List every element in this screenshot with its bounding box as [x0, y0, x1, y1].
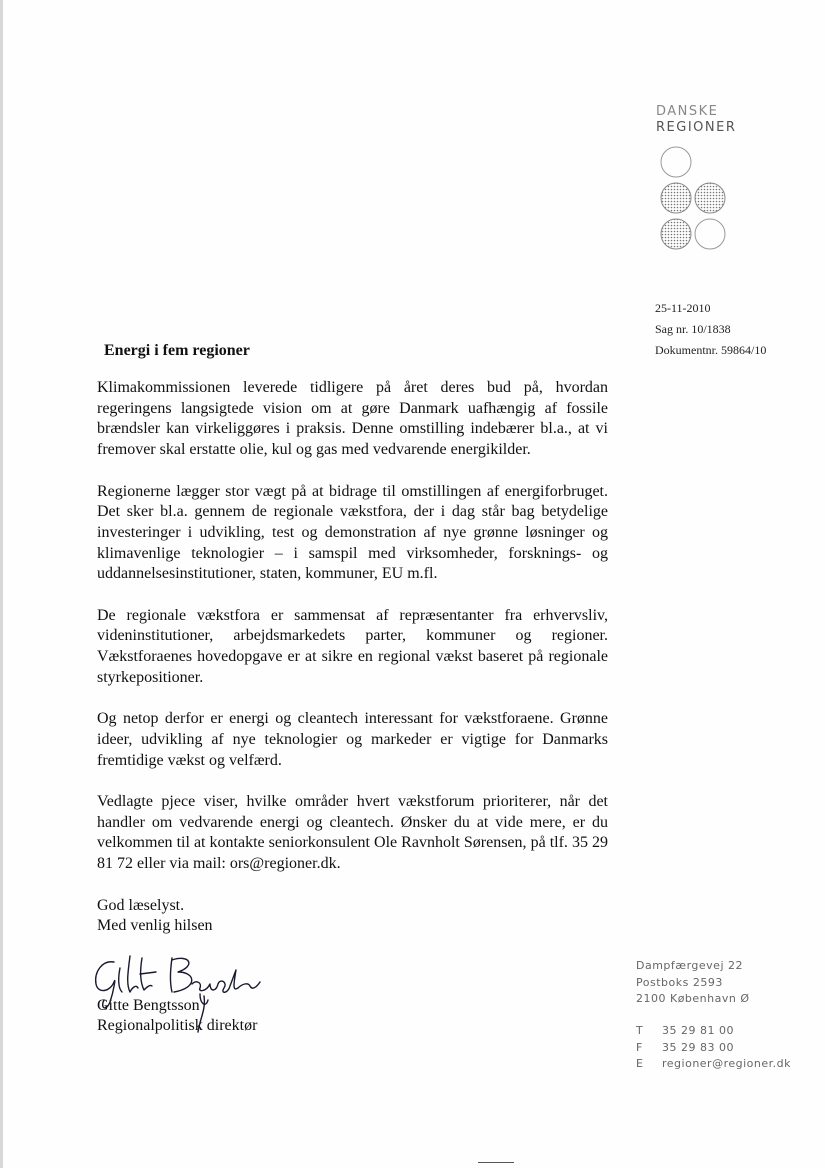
contact-phone	[636, 1023, 791, 1040]
email-address: regioner@regioner.dk	[662, 1057, 791, 1070]
closing-salutation: Med venlig hilsen	[97, 917, 213, 934]
letter-date: 25-11-2010	[655, 301, 711, 315]
paragraph-1: Klimakommissionen leverede tidligere på året deres bud på, hvordan regeringens langsigtede vision om at gøre Danmark uafhængig af fossile brændsler kan virkeliggøres i praksis. Denne omstilling indebærer bl.a., at vi fremover skal erstatte olie, kul og gas med vedvarende energikilder.	[97, 379, 608, 459]
logo-line-2: REGIONER	[656, 120, 737, 135]
letter-title: Energi i fem regioner	[104, 342, 250, 359]
organization-address	[636, 958, 750, 1008]
phone-label: T	[636, 1024, 644, 1037]
paragraph-3: De regionale vækstfora er sammensat af repræsentanter fra erhvervsliv, videninstitutioner, arbejdsmarkedets parter, kommuner og regioner. Vækstforaenes hovedopgave er at sikre en regional vækst baseret på regionale styrkepositioner.	[97, 606, 608, 686]
letter-body	[97, 378, 608, 937]
organization-logo-text	[656, 104, 736, 136]
phone-number: 35 29 81 00	[662, 1024, 734, 1037]
fax-number: 35 29 83 00	[662, 1040, 734, 1054]
paragraph-6: God læselyst.	[97, 896, 185, 914]
fax-label: F	[636, 1040, 643, 1054]
paragraph-4: Og netop derfor er energi og cleantech interessant for vækstforaene. Grønne ideer, udvikling af nye teknologier og markeder er vigtige for Danmarks fremtidige vækst og velfærd.	[97, 710, 608, 769]
email-label: E	[636, 1057, 644, 1070]
signer-title: Regionalpolitisk direktør	[97, 1017, 258, 1034]
signer-block	[97, 996, 257, 1036]
case-number: Sag nr. 10/1838	[655, 322, 731, 336]
page-edge	[0, 0, 3, 1168]
paragraph-2: Regionerne lægger stor vægt på at bidrage til omstillingen af energiforbruget. Det sker bl.a. gennem de regionale vækstfora, der i dag står bag betydelige investeringer i udvikling, test og demonstration af nye grønne løsninger og klimavenlige teknologier – i samspil med virksomheder, forsknings- og uddannelsesinstitutioner, staten, kommuner, EU m.fl.	[97, 482, 608, 583]
paragraph-5: Vedlagte pjece viser, hvilke områder hvert vækstforum prioriterer, når det handler om vedvarende energi og cleantech. Ønsker du at vide mere, er du velkommen til at kontakte seniorkonsulent Ole Ravnholt Sørensen, på tlf. 35 29 81 72 eller via mail: ors@regioner.dk.	[97, 793, 608, 873]
logo-circles-icon	[652, 140, 732, 252]
contact-email	[636, 1056, 791, 1073]
address-postbox: Postboks 2593	[636, 975, 723, 989]
document-meta	[655, 298, 766, 361]
signer-name: Gitte Bengtsson	[97, 997, 200, 1014]
logo-line-1: DANSKE	[656, 104, 719, 119]
address-street: Dampfærgevej 22	[636, 959, 743, 972]
contact-fax	[636, 1040, 791, 1057]
footer-divider	[478, 1162, 514, 1163]
document-number: Dokumentnr. 59864/10	[655, 343, 767, 357]
organization-contact	[636, 1023, 791, 1073]
address-city: 2100 København Ø	[636, 992, 750, 1005]
